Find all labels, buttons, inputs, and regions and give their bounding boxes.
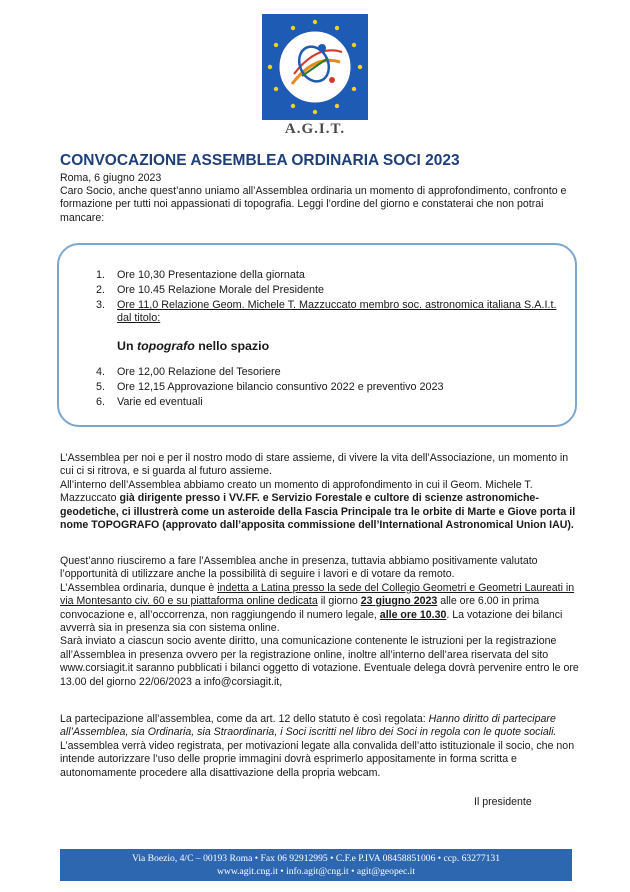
agenda-item-number: 5. <box>96 381 106 393</box>
convocation-text: alle ore 6.00 in prima convocazione e, all’occorrenza, non raggiungendo il numero legale, <box>60 595 540 621</box>
venue-text: indetta a Latina presso la sede del Collegio Geometri e Geometri Laureati in via Montesanto civ. 60 e su piattaforma online dedicata <box>60 581 575 608</box>
agenda-item-number: 4. <box>96 366 106 378</box>
logo-caption: A.G.I.T. <box>284 121 346 137</box>
statute-quote: Hanno diritto di partecipare all’Assemblea, sia Ordinaria, sia Straordinaria, i Soci iscritti nel libro dei Soci in regola con le quote sociali. <box>60 713 557 739</box>
speaker-paragraph <box>60 479 580 533</box>
agenda-item-text: Ore 10.45 Relazione Morale del Presidente <box>117 284 325 296</box>
agenda-box <box>57 243 577 427</box>
assembly-date: 23 giugno 2023 <box>360 595 438 608</box>
document-title: CONVOCAZIONE ASSEMBLEA ORDINARIA SOCI 2023 <box>60 152 460 169</box>
talk-title <box>117 340 269 353</box>
footer-address: Via Boezio, 4/C – 00193 Roma • Fax 06 92912995 • C.F.e P.IVA 08458851006 • ccp. 63277131 <box>131 853 501 864</box>
agenda-item-text: Ore 11,0 Relazione Geom. Michele T. Mazzuccato membro soc. astronomica italiana S.A.I.t. dal titolo: <box>117 299 557 325</box>
agit-logo <box>262 14 368 120</box>
agenda-item-number: 1. <box>96 269 106 281</box>
talk-title-emphasis: topografo <box>136 339 195 353</box>
signature: Il presidente <box>474 796 532 808</box>
remote-voting-text: Quest’anno riusciremo a fare l’Assemblea anche in presenza, tuttavia abbiamo positivamente valutato l’opportunità di utilizzare anche la possibilità di seguire i lavori e di votare da remoto. <box>60 555 538 581</box>
convocation-text: L’Assemblea ordinaria, dunque è <box>60 581 218 594</box>
agenda-item-number: 2. <box>96 284 106 296</box>
agenda-item-text: Ore 12,15 Approvazione bilancio consuntivo 2022 e preventivo 2023 <box>117 381 444 393</box>
participation-text: La partecipazione all’assemblea, come da art. 12 dello statuto è così regolata: <box>60 713 429 725</box>
assembly-paragraph: L’Assemblea per noi e per il nostro modo di stare assieme, di vivere la vita dell’Associazione, un momento in cui ci si ritrova, e si guarda al futuro assieme. <box>60 452 569 478</box>
speaker-bold-text: già dirigente presso i VV.FF. e Servizio Forestale e cultore di scienze astronomiche-geodetiche, ci illustrerà come un asteroide della Fascia Principale tra le orbite di Marte e Giove porta il nome TOPOGRAFO (approvato dall’apposita commissione dell’International Astronomical Union IAU). <box>60 492 576 532</box>
talk-title-prefix: Un <box>117 339 137 353</box>
document-date: Roma, 6 giugno 2023 <box>60 172 162 184</box>
agenda-item-text: Ore 12,00 Relazione del Tesoriere <box>117 366 281 378</box>
convocation-paragraph <box>60 555 580 689</box>
second-call-time: alle ore 10.30 <box>379 608 447 621</box>
recording-notice: L’assemblea verrà video registrata, per motivazioni legate alla convalida dell’atto istituzionale il socio, che non intende autorizzare l’uso delle proprie immagini dovrà esprimerlo appositamente in forma scritta e autonomamente procedere alla disattivazione della propria webcam. <box>60 739 575 779</box>
agenda-item-text: Varie ed eventuali <box>117 396 203 408</box>
footer-bar <box>60 849 572 881</box>
logo-emblem <box>262 14 368 120</box>
agenda-item-number: 3. <box>96 299 106 311</box>
intro-paragraph: Caro Socio, anche quest’anno uniamo all’Assemblea ordinaria un momento di approfondimento, confronto e formazione per tutti noi appassionati di topografia. Leggi l’ordine del giorno e constaterai che non potrai mancare: <box>60 185 567 224</box>
agenda-item-number: 6. <box>96 396 106 408</box>
convocation-text: il giorno <box>317 595 361 608</box>
convocation-text: . La votazione dei bilanci avverrà sia in presenza sia con sistema online. <box>60 608 563 635</box>
speaker-text: All’interno dell’Assemblea abbiamo creato un momento di approfondimento in cui il Geom. Michele T. Mazzuccato <box>60 479 533 505</box>
talk-title-suffix: nello spazio <box>194 339 270 353</box>
registration-text: Sarà inviato a ciascun socio avente diritto, una comunicazione contenente le istruzioni per la registrazione all’Assemblea in presenza ovvero per la registrazione online, inoltre all’interno dell’area riservata del sito www.corsiagit.it saranno pubblicati i bilanci oggetto di votazione. Eventuale delega dovrà pervenire entro le ore 13.00 del giorno 22/06/2023 a info@corsiagit.it, <box>60 635 579 688</box>
agenda-item-text: Ore 10,30 Presentazione della giornata <box>117 269 305 281</box>
participation-paragraph <box>60 713 580 780</box>
footer-contacts: www.agit.cng.it • info.agit@cng.it • agit@geopec.it <box>216 866 415 877</box>
